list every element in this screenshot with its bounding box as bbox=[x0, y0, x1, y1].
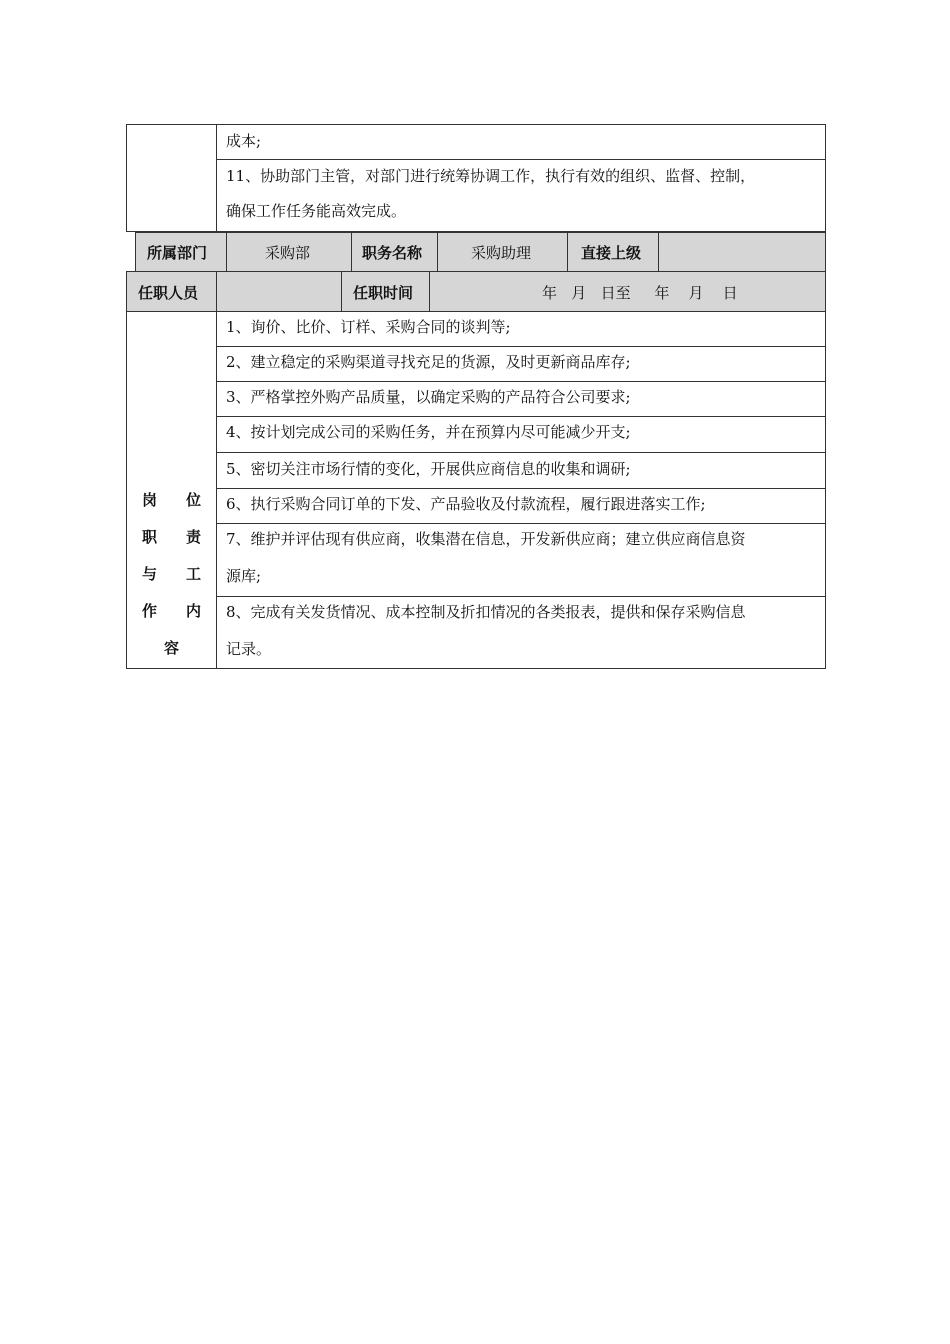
duty-row bbox=[216, 488, 826, 524]
person-label: 任职人员 bbox=[138, 284, 199, 302]
duty-text: 2、建立稳定的采购渠道寻找充足的货源，及时更新商品库存; bbox=[226, 353, 631, 371]
top-line1-cell bbox=[216, 124, 826, 160]
dept-label: 所属部门 bbox=[147, 244, 208, 262]
duty-row bbox=[216, 346, 826, 382]
duty-row bbox=[216, 416, 826, 453]
duty-text: 1、询价、比价、订样、采购合同的谈判等; bbox=[226, 318, 511, 336]
side-char-4: 责 bbox=[186, 528, 202, 546]
time-label: 任职时间 bbox=[353, 284, 414, 302]
duty-text-cont: 记录。 bbox=[226, 640, 272, 658]
top-line3-text: 确保工作任务能高效完成。 bbox=[226, 202, 407, 220]
superior-label-cell bbox=[567, 232, 659, 272]
duties-side-cell bbox=[126, 311, 217, 669]
title-value-cell bbox=[437, 232, 568, 272]
top-line2-cell bbox=[216, 159, 826, 232]
side-char-9: 容 bbox=[164, 639, 180, 657]
side-char-7: 作 bbox=[142, 602, 158, 620]
duty-row bbox=[216, 523, 826, 597]
dept-value-cell bbox=[226, 232, 352, 272]
title-label-cell bbox=[351, 232, 438, 272]
duty-text: 8、完成有关发货情况、成本控制及折扣情况的各类报表，提供和保存采购信息 bbox=[226, 603, 746, 621]
dept-value: 采购部 bbox=[265, 244, 311, 262]
top-line1-text: 成本; bbox=[226, 132, 262, 150]
side-char-8: 内 bbox=[186, 602, 202, 620]
duty-row bbox=[216, 596, 826, 669]
side-char-2: 位 bbox=[186, 491, 202, 509]
time-label-cell bbox=[341, 271, 430, 312]
duty-text: 6、执行采购合同订单的下发、产品验收及付款流程，履行跟进落实工作; bbox=[226, 495, 706, 513]
duty-text: 7、维护并评估现有供应商，收集潜在信息，开发新供应商；建立供应商信息资 bbox=[226, 530, 746, 548]
person-value-cell bbox=[216, 271, 342, 312]
title-value: 采购助理 bbox=[471, 244, 532, 262]
superior-label: 直接上级 bbox=[581, 244, 642, 262]
duty-row bbox=[216, 452, 826, 489]
dept-label-cell bbox=[135, 232, 227, 272]
superior-value-cell bbox=[658, 232, 826, 272]
duty-row bbox=[216, 381, 826, 417]
time-value-cell bbox=[429, 271, 826, 312]
title-label: 职务名称 bbox=[362, 244, 423, 262]
duty-text-cont: 源库; bbox=[226, 567, 262, 585]
duty-row bbox=[216, 311, 826, 347]
duty-text: 4、按计划完成公司的采购任务，并在预算内尽可能减少开支; bbox=[226, 423, 631, 441]
duty-text: 3、严格掌控外购产品质量，以确定采购的产品符合公司要求; bbox=[226, 388, 631, 406]
top-left-cell bbox=[126, 124, 217, 232]
side-char-3: 职 bbox=[142, 528, 158, 546]
side-char-5: 与 bbox=[142, 565, 158, 583]
time-value: 年 月 日至 年 月 日 bbox=[542, 284, 738, 302]
side-char-1: 岗 bbox=[142, 491, 158, 509]
side-char-6: 工 bbox=[186, 565, 202, 583]
top-line2-text: 11、协助部门主管，对部门进行统筹协调工作，执行有效的组织、监督、控制， bbox=[226, 167, 756, 185]
person-label-cell bbox=[126, 271, 217, 312]
duty-text: 5、密切关注市场行情的变化，开展供应商信息的收集和调研; bbox=[226, 460, 631, 478]
